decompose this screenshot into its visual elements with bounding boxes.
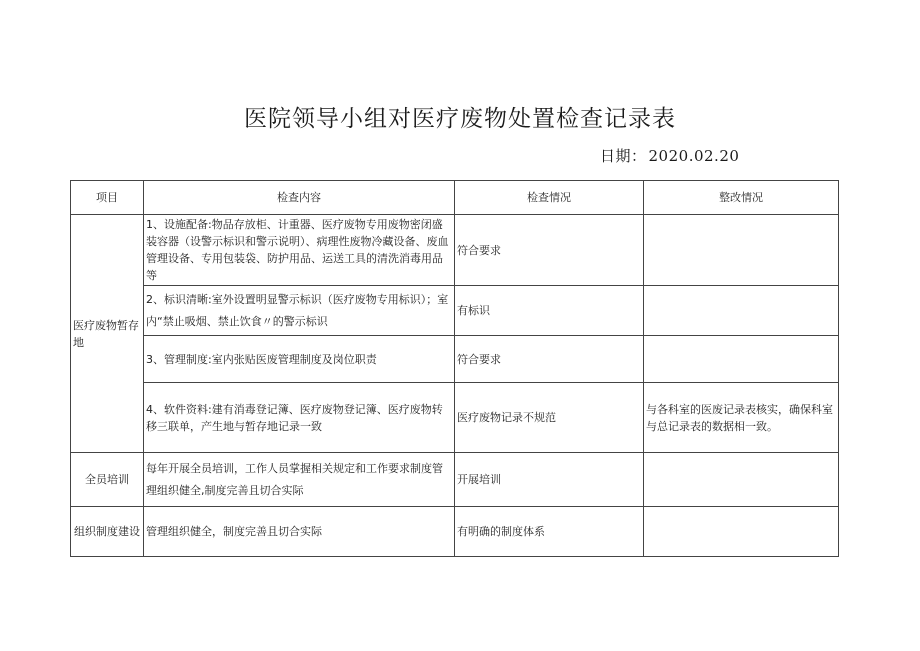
rectification-cell (644, 507, 839, 557)
table-row (71, 507, 839, 557)
storage-item-cell: 医疗废物暂存地 (71, 215, 144, 453)
date-value: 2020.02.20 (648, 147, 740, 165)
header-item: 项目 (71, 181, 144, 215)
content-cell: 1、设施配备:物品存放柜、计重器、医疗废物专用废物密闭盛装容器（设警示标识和警示说明）、病理性废物冷藏设备、废血管理设备、专用包装袋、防护用品、运送工具的清洗消毒用品等 (144, 215, 455, 286)
header-rectification: 整改情况 (644, 181, 839, 215)
status-cell: 有标识 (455, 286, 644, 336)
page-title: 医院领导小组对医疗废物处置检查记录表 (244, 106, 676, 132)
content-cell: 2、标识清晰:室外设置明显警示标识（医疗废物专用标识）；室内“禁止吸烟、禁止饮食〃的警示标识 (144, 286, 455, 336)
status-cell: 有明确的制度体系 (455, 507, 644, 557)
table-row (71, 286, 839, 336)
header-content: 检查内容 (144, 181, 455, 215)
record-date (600, 145, 739, 166)
rectification-cell: 与各科室的医废记录表核实，确保科室与总记录表的数据相一致。 (644, 383, 839, 453)
content-cell: 4、软件资料:建有消毒登记簿、医疗废物登记簿、医疗废物转移三联单，产生地与暂存地记录一致 (144, 383, 455, 453)
table-row (71, 383, 839, 453)
system-item-cell: 组织制度建设 (71, 507, 144, 557)
rectification-cell (644, 336, 839, 383)
content-cell: 管理组织健全，制度完善且切合实际 (144, 507, 455, 557)
content-cell: 3、管理制度:室内张贴医废管理制度及岗位职责 (144, 336, 455, 383)
content-cell: 每年开展全员培训，工作人员掌握相关规定和工作要求制度管理组织健全,制度完善且切合实际 (144, 453, 455, 507)
header-status: 检查情况 (455, 181, 644, 215)
status-cell: 符合要求 (455, 215, 644, 286)
inspection-record-table (70, 180, 839, 557)
status-cell: 符合要求 (455, 336, 644, 383)
status-cell: 开展培训 (455, 453, 644, 507)
table-row (71, 336, 839, 383)
status-cell: 医疗废物记录不规范 (455, 383, 644, 453)
table-row (71, 215, 839, 286)
table-row (71, 453, 839, 507)
date-label: 日期： (600, 147, 647, 165)
rectification-cell (644, 215, 839, 286)
rectification-cell (644, 453, 839, 507)
training-item-cell: 全员培训 (71, 453, 144, 507)
rectification-cell (644, 286, 839, 336)
header-row (71, 181, 839, 215)
